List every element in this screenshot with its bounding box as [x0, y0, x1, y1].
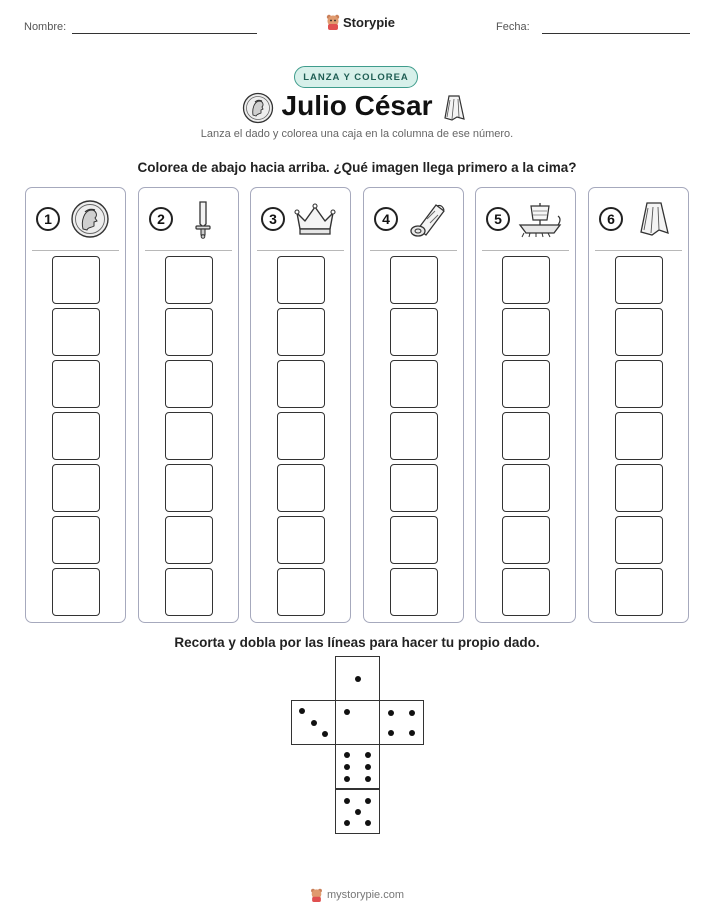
color-box[interactable] — [52, 308, 100, 356]
crown-icon — [293, 199, 337, 239]
column-2 — [138, 187, 239, 623]
color-box[interactable] — [390, 568, 438, 616]
column-number: 3 — [261, 207, 285, 231]
color-box[interactable] — [277, 308, 325, 356]
dice-pip — [365, 764, 371, 770]
color-box[interactable] — [277, 412, 325, 460]
dice-face-3 — [291, 700, 336, 745]
dice-pip — [355, 809, 361, 815]
color-box[interactable] — [165, 412, 213, 460]
column-divider — [257, 250, 344, 251]
color-box[interactable] — [52, 412, 100, 460]
page-subtitle: Lanza el dado y colorea una caja en la columna de ese número. — [200, 128, 514, 140]
color-box[interactable] — [277, 360, 325, 408]
color-box[interactable] — [165, 308, 213, 356]
dice-face-1 — [335, 656, 380, 701]
storypie-bear-icon — [326, 14, 340, 30]
footer — [0, 888, 714, 902]
dice-pip — [365, 798, 371, 804]
column-number: 1 — [36, 207, 60, 231]
color-box[interactable] — [390, 412, 438, 460]
footer-url[interactable]: mystorypie.com — [326, 889, 405, 901]
color-box[interactable] — [502, 568, 550, 616]
column-header — [26, 188, 125, 252]
color-box[interactable] — [615, 256, 663, 304]
dice-pip — [365, 820, 371, 826]
dice-pip — [409, 710, 415, 716]
column-header — [251, 188, 350, 252]
column-number: 5 — [486, 207, 510, 231]
color-box[interactable] — [165, 360, 213, 408]
storypie-bear-icon — [310, 888, 323, 902]
dice-pip — [388, 710, 394, 716]
instruction-top: Colorea de abajo hacia arriba. ¿Qué imagen llega primero a la cima? — [137, 160, 577, 175]
color-box[interactable] — [52, 360, 100, 408]
color-box[interactable] — [52, 464, 100, 512]
color-box[interactable] — [502, 360, 550, 408]
dice-pip — [344, 764, 350, 770]
color-box[interactable] — [615, 568, 663, 616]
color-box[interactable] — [277, 516, 325, 564]
column-4 — [363, 187, 464, 623]
brand-name: Storypie — [343, 14, 396, 30]
color-box[interactable] — [390, 464, 438, 512]
color-box[interactable] — [165, 568, 213, 616]
color-box[interactable] — [390, 360, 438, 408]
color-box[interactable] — [277, 256, 325, 304]
column-divider — [370, 250, 457, 251]
color-box[interactable] — [52, 568, 100, 616]
color-box[interactable] — [502, 516, 550, 564]
dice-face-1 — [335, 700, 380, 745]
color-box[interactable] — [165, 256, 213, 304]
date-line[interactable] — [542, 33, 690, 34]
color-box[interactable] — [615, 308, 663, 356]
dice-pip — [344, 776, 350, 782]
dice-pip — [344, 709, 350, 715]
color-box[interactable] — [502, 464, 550, 512]
brand-logo — [326, 14, 395, 30]
dice-pip — [388, 730, 394, 736]
color-box[interactable] — [502, 412, 550, 460]
dice-pip — [409, 730, 415, 736]
ship-icon — [518, 199, 562, 239]
column-5 — [475, 187, 576, 623]
color-box[interactable] — [615, 412, 663, 460]
color-box[interactable] — [615, 464, 663, 512]
dice-pip — [322, 731, 328, 737]
color-box[interactable] — [615, 360, 663, 408]
column-number: 4 — [374, 207, 398, 231]
column-3 — [250, 187, 351, 623]
color-box[interactable] — [165, 464, 213, 512]
color-box[interactable] — [615, 516, 663, 564]
column-header — [139, 188, 238, 252]
column-header — [589, 188, 688, 252]
coin-portrait-icon — [68, 199, 112, 239]
dice-pip — [299, 708, 305, 714]
dice-pip — [344, 752, 350, 758]
activity-badge: LANZA Y COLOREA — [294, 66, 418, 88]
dice-pip — [365, 752, 371, 758]
column-1 — [25, 187, 126, 623]
color-box[interactable] — [390, 516, 438, 564]
column-6 — [588, 187, 689, 623]
scroll-icon — [406, 199, 450, 239]
cloak-icon — [631, 199, 675, 239]
column-number: 6 — [599, 207, 623, 231]
column-number: 2 — [149, 207, 173, 231]
column-divider — [32, 250, 119, 251]
dice-face-6 — [335, 744, 380, 789]
dice-face-5 — [335, 789, 380, 834]
column-header — [364, 188, 463, 252]
column-divider — [145, 250, 232, 251]
color-box[interactable] — [52, 516, 100, 564]
cloak-icon — [438, 92, 470, 124]
instruction-bottom: Recorta y dobla por las líneas para hacer tu propio dado. — [174, 635, 540, 650]
color-box[interactable] — [277, 568, 325, 616]
dice-pip — [344, 798, 350, 804]
column-header — [476, 188, 575, 252]
color-box[interactable] — [390, 256, 438, 304]
date-label: Fecha: — [496, 21, 530, 33]
color-box[interactable] — [502, 256, 550, 304]
name-label: Nombre: — [24, 21, 67, 33]
name-line[interactable] — [72, 33, 257, 34]
color-box[interactable] — [277, 464, 325, 512]
dice-pip — [311, 720, 317, 726]
dice-pip — [355, 676, 361, 682]
column-divider — [482, 250, 569, 251]
page-title: Julio César — [281, 90, 433, 121]
dice-pip — [344, 820, 350, 826]
sword-icon — [181, 199, 225, 239]
dice-face-4 — [379, 700, 424, 745]
color-box[interactable] — [52, 256, 100, 304]
dice-pip — [365, 776, 371, 782]
color-box[interactable] — [502, 308, 550, 356]
color-box[interactable] — [165, 516, 213, 564]
column-divider — [595, 250, 682, 251]
color-box[interactable] — [390, 308, 438, 356]
